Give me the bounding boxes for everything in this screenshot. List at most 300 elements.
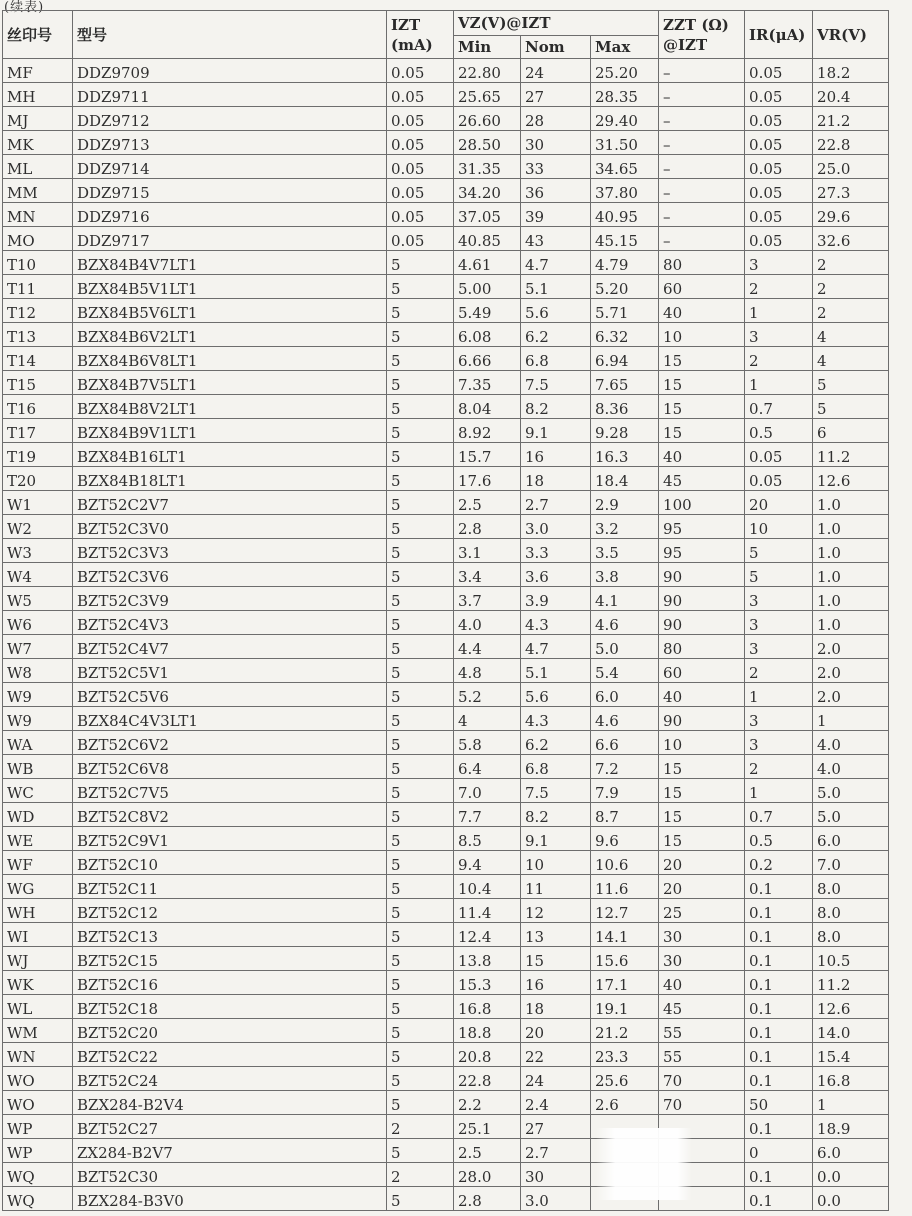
cell-vz-nom: 18 <box>521 995 591 1019</box>
cell-vz-max: 9.6 <box>591 827 659 851</box>
cell-model: BZT52C24 <box>73 1067 387 1091</box>
cell-ir: 0.05 <box>745 203 813 227</box>
cell-vz-max: 25.20 <box>591 59 659 83</box>
cell-zzt: 30 <box>659 947 745 971</box>
cell-vz-min: 5.49 <box>454 299 521 323</box>
cell-vz-max: 34.65 <box>591 155 659 179</box>
cell-izt: 5 <box>387 275 454 299</box>
cell-vr: 16.8 <box>813 1067 889 1091</box>
cell-model: BZT52C22 <box>73 1043 387 1067</box>
cell-vz-max: 6.32 <box>591 323 659 347</box>
cell-vz-nom: 6.8 <box>521 755 591 779</box>
cell-vr: 2 <box>813 251 889 275</box>
cell-zzt <box>659 1187 745 1211</box>
cell-izt: 5 <box>387 635 454 659</box>
cell-ir: 50 <box>745 1091 813 1115</box>
table-row <box>3 131 889 155</box>
cell-izt: 5 <box>387 251 454 275</box>
table-row <box>3 1139 889 1163</box>
cell-silk-code: MH <box>3 83 73 107</box>
cell-vr: 1.0 <box>813 515 889 539</box>
cell-vz-nom: 3.6 <box>521 563 591 587</box>
cell-vz-min: 2.8 <box>454 515 521 539</box>
cell-vz-nom: 8.2 <box>521 395 591 419</box>
cell-vz-nom: 36 <box>521 179 591 203</box>
cell-silk-code: WA <box>3 731 73 755</box>
cell-vz-max: 3.8 <box>591 563 659 587</box>
cell-silk-code: MM <box>3 179 73 203</box>
cell-zzt: 20 <box>659 875 745 899</box>
cell-model: BZT52C11 <box>73 875 387 899</box>
cell-vz-min: 12.4 <box>454 923 521 947</box>
cell-vz-min: 3.7 <box>454 587 521 611</box>
cell-zzt: 70 <box>659 1067 745 1091</box>
cell-model: DDZ9717 <box>73 227 387 251</box>
cell-model: BZT52C13 <box>73 923 387 947</box>
cell-vz-min: 5.2 <box>454 683 521 707</box>
cell-vr: 4.0 <box>813 731 889 755</box>
cell-vz-max: 16.3 <box>591 443 659 467</box>
cell-ir: 0.1 <box>745 995 813 1019</box>
cell-vz-min: 9.4 <box>454 851 521 875</box>
cell-silk-code: WH <box>3 899 73 923</box>
cell-ir: 1 <box>745 371 813 395</box>
table-row <box>3 827 889 851</box>
cell-ir: 0.05 <box>745 179 813 203</box>
cell-vz-min: 34.20 <box>454 179 521 203</box>
cell-silk-code: W4 <box>3 563 73 587</box>
cell-izt: 5 <box>387 851 454 875</box>
cell-model: BZX84B8V2LT1 <box>73 395 387 419</box>
table-row <box>3 1043 889 1067</box>
cell-izt: 5 <box>387 491 454 515</box>
cell-vz-min: 4.61 <box>454 251 521 275</box>
cell-vz-max: 23.3 <box>591 1043 659 1067</box>
cell-ir: 2 <box>745 275 813 299</box>
cell-vz-max: 4.6 <box>591 611 659 635</box>
cell-vr: 12.6 <box>813 995 889 1019</box>
table-row <box>3 467 889 491</box>
cell-ir: 3 <box>745 707 813 731</box>
header-vz-nom: Nom <box>521 36 591 59</box>
cell-vz-min: 15.7 <box>454 443 521 467</box>
cell-ir: 0.1 <box>745 947 813 971</box>
cell-silk-code: WO <box>3 1091 73 1115</box>
cell-vz-max: 8.36 <box>591 395 659 419</box>
cell-silk-code: T14 <box>3 347 73 371</box>
table-row <box>3 803 889 827</box>
cell-vz-nom: 3.0 <box>521 515 591 539</box>
header-vr: VR(V) <box>813 11 889 59</box>
cell-ir: 10 <box>745 515 813 539</box>
header-vz-max: Max <box>591 36 659 59</box>
cell-vz-max <box>591 1139 659 1163</box>
cell-model: BZT52C3V6 <box>73 563 387 587</box>
cell-zzt: 15 <box>659 755 745 779</box>
cell-vz-max: 6.0 <box>591 683 659 707</box>
cell-ir: 0.1 <box>745 1019 813 1043</box>
cell-vr: 7.0 <box>813 851 889 875</box>
cell-vz-min: 4.4 <box>454 635 521 659</box>
cell-model: BZX84B4V7LT1 <box>73 251 387 275</box>
cell-vr: 6.0 <box>813 1139 889 1163</box>
cell-zzt: 90 <box>659 611 745 635</box>
cell-zzt: 60 <box>659 659 745 683</box>
cell-model: BZX84B7V5LT1 <box>73 371 387 395</box>
cell-ir: 0.1 <box>745 875 813 899</box>
cell-vz-nom: 39 <box>521 203 591 227</box>
continued-label: (续表) <box>4 0 45 15</box>
table-row <box>3 83 889 107</box>
cell-vr: 1.0 <box>813 563 889 587</box>
table-row <box>3 275 889 299</box>
cell-vz-min: 4 <box>454 707 521 731</box>
cell-vr: 5 <box>813 395 889 419</box>
cell-model: BZX84B6V8LT1 <box>73 347 387 371</box>
cell-izt: 5 <box>387 1139 454 1163</box>
cell-ir: 0.05 <box>745 83 813 107</box>
cell-vz-min: 7.0 <box>454 779 521 803</box>
cell-zzt: 25 <box>659 899 745 923</box>
cell-izt: 5 <box>387 1187 454 1211</box>
cell-vz-max: 25.6 <box>591 1067 659 1091</box>
cell-vz-nom: 33 <box>521 155 591 179</box>
cell-vz-min: 26.60 <box>454 107 521 131</box>
cell-izt: 0.05 <box>387 131 454 155</box>
table-row <box>3 1163 889 1187</box>
cell-vz-min: 28.50 <box>454 131 521 155</box>
cell-model: DDZ9711 <box>73 83 387 107</box>
cell-ir: 5 <box>745 539 813 563</box>
cell-vr: 1.0 <box>813 539 889 563</box>
table-row <box>3 1091 889 1115</box>
cell-zzt: – <box>659 131 745 155</box>
cell-zzt: 80 <box>659 635 745 659</box>
zener-spec-table <box>2 10 889 1211</box>
cell-vr: 4.0 <box>813 755 889 779</box>
cell-vz-nom: 16 <box>521 443 591 467</box>
cell-silk-code: T10 <box>3 251 73 275</box>
table-row <box>3 1019 889 1043</box>
cell-model: BZX84B9V1LT1 <box>73 419 387 443</box>
cell-model: BZT52C27 <box>73 1115 387 1139</box>
cell-silk-code: WF <box>3 851 73 875</box>
table-row <box>3 491 889 515</box>
cell-vr: 2 <box>813 299 889 323</box>
cell-vr: 21.2 <box>813 107 889 131</box>
table-row <box>3 395 889 419</box>
cell-vz-nom: 18 <box>521 467 591 491</box>
cell-ir: 2 <box>745 755 813 779</box>
cell-zzt: – <box>659 59 745 83</box>
cell-izt: 5 <box>387 323 454 347</box>
cell-model: BZT52C8V2 <box>73 803 387 827</box>
cell-zzt <box>659 1163 745 1187</box>
cell-vz-nom: 24 <box>521 1067 591 1091</box>
cell-izt: 0.05 <box>387 227 454 251</box>
cell-vr: 25.0 <box>813 155 889 179</box>
cell-vz-max: 8.7 <box>591 803 659 827</box>
cell-zzt: 30 <box>659 923 745 947</box>
table-row <box>3 995 889 1019</box>
table-row <box>3 1067 889 1091</box>
cell-zzt: – <box>659 83 745 107</box>
header-izt-label: IZT <box>391 15 421 34</box>
cell-ir: 5 <box>745 563 813 587</box>
cell-vz-max: 29.40 <box>591 107 659 131</box>
cell-model: BZT52C3V0 <box>73 515 387 539</box>
cell-vz-min: 6.66 <box>454 347 521 371</box>
cell-model: BZT52C7V5 <box>73 779 387 803</box>
cell-izt: 2 <box>387 1163 454 1187</box>
cell-silk-code: W5 <box>3 587 73 611</box>
cell-vz-nom: 5.6 <box>521 683 591 707</box>
table-row <box>3 779 889 803</box>
table-row <box>3 659 889 683</box>
cell-izt: 5 <box>387 539 454 563</box>
cell-vz-max: 9.28 <box>591 419 659 443</box>
cell-silk-code: WL <box>3 995 73 1019</box>
cell-vz-min: 4.8 <box>454 659 521 683</box>
cell-model: BZT52C16 <box>73 971 387 995</box>
cell-vr: 5 <box>813 371 889 395</box>
cell-model: BZT52C10 <box>73 851 387 875</box>
cell-ir: 0.05 <box>745 131 813 155</box>
cell-vz-max: 19.1 <box>591 995 659 1019</box>
cell-vz-nom: 11 <box>521 875 591 899</box>
cell-silk-code: W6 <box>3 611 73 635</box>
cell-vz-max: 5.20 <box>591 275 659 299</box>
cell-silk-code: WK <box>3 971 73 995</box>
cell-vz-min: 22.80 <box>454 59 521 83</box>
cell-vr: 1.0 <box>813 611 889 635</box>
cell-ir: 1 <box>745 299 813 323</box>
cell-vz-min: 5.00 <box>454 275 521 299</box>
cell-vz-nom: 3.9 <box>521 587 591 611</box>
cell-vz-min: 7.7 <box>454 803 521 827</box>
cell-vz-min: 31.35 <box>454 155 521 179</box>
cell-zzt: 90 <box>659 707 745 731</box>
cell-zzt: 45 <box>659 467 745 491</box>
cell-silk-code: W9 <box>3 683 73 707</box>
cell-zzt: – <box>659 179 745 203</box>
cell-vz-min: 2.5 <box>454 1139 521 1163</box>
cell-vz-nom: 43 <box>521 227 591 251</box>
cell-vr: 0.0 <box>813 1187 889 1211</box>
table-row <box>3 731 889 755</box>
cell-vz-nom: 8.2 <box>521 803 591 827</box>
cell-ir: 0.1 <box>745 1163 813 1187</box>
cell-vz-min: 25.1 <box>454 1115 521 1139</box>
cell-vz-max <box>591 1163 659 1187</box>
cell-model: BZT52C12 <box>73 899 387 923</box>
cell-izt: 5 <box>387 875 454 899</box>
cell-ir: 0.7 <box>745 395 813 419</box>
cell-vr: 18.9 <box>813 1115 889 1139</box>
cell-zzt <box>659 1139 745 1163</box>
cell-vz-min: 2.2 <box>454 1091 521 1115</box>
cell-vr: 2.0 <box>813 683 889 707</box>
cell-izt: 5 <box>387 563 454 587</box>
cell-izt: 5 <box>387 923 454 947</box>
table-row <box>3 443 889 467</box>
cell-vr: 2 <box>813 275 889 299</box>
table-row <box>3 251 889 275</box>
table-row <box>3 59 889 83</box>
header-zzt-cond: @IZT <box>663 35 708 54</box>
cell-ir: 3 <box>745 731 813 755</box>
header-zzt-label: ZZT (Ω) <box>663 15 729 34</box>
cell-izt: 5 <box>387 659 454 683</box>
cell-izt: 0.05 <box>387 59 454 83</box>
cell-model: DDZ9716 <box>73 203 387 227</box>
cell-zzt: – <box>659 203 745 227</box>
cell-zzt: 95 <box>659 515 745 539</box>
cell-zzt: 40 <box>659 683 745 707</box>
cell-zzt: 90 <box>659 563 745 587</box>
cell-vz-min: 22.8 <box>454 1067 521 1091</box>
cell-vz-nom: 10 <box>521 851 591 875</box>
cell-vr: 15.4 <box>813 1043 889 1067</box>
cell-vz-nom: 5.6 <box>521 299 591 323</box>
cell-silk-code: WE <box>3 827 73 851</box>
cell-model: BZT52C20 <box>73 1019 387 1043</box>
cell-ir: 0.05 <box>745 467 813 491</box>
table-row <box>3 539 889 563</box>
cell-silk-code: MK <box>3 131 73 155</box>
cell-vz-nom: 30 <box>521 131 591 155</box>
cell-vz-min: 37.05 <box>454 203 521 227</box>
cell-silk-code: W2 <box>3 515 73 539</box>
table-row <box>3 755 889 779</box>
cell-zzt: 40 <box>659 443 745 467</box>
cell-vz-nom: 28 <box>521 107 591 131</box>
table-row <box>3 899 889 923</box>
cell-izt: 5 <box>387 995 454 1019</box>
cell-vz-min: 2.5 <box>454 491 521 515</box>
cell-vz-nom: 24 <box>521 59 591 83</box>
cell-ir: 0.1 <box>745 1187 813 1211</box>
cell-silk-code: MF <box>3 59 73 83</box>
cell-silk-code: WI <box>3 923 73 947</box>
cell-izt: 5 <box>387 587 454 611</box>
cell-silk-code: WQ <box>3 1187 73 1211</box>
cell-model: BZT52C18 <box>73 995 387 1019</box>
cell-vr: 4 <box>813 347 889 371</box>
cell-vz-max: 31.50 <box>591 131 659 155</box>
cell-model: BZX84B5V6LT1 <box>73 299 387 323</box>
cell-model: BZT52C3V9 <box>73 587 387 611</box>
cell-zzt: 15 <box>659 395 745 419</box>
cell-vz-nom: 9.1 <box>521 419 591 443</box>
cell-vz-max: 3.5 <box>591 539 659 563</box>
cell-ir: 0.05 <box>745 59 813 83</box>
cell-model: BZT52C6V8 <box>73 755 387 779</box>
cell-model: BZX84B16LT1 <box>73 443 387 467</box>
cell-vz-max: 3.2 <box>591 515 659 539</box>
cell-model: BZT52C9V1 <box>73 827 387 851</box>
cell-vz-max: 7.9 <box>591 779 659 803</box>
cell-ir: 3 <box>745 323 813 347</box>
cell-ir: 0.05 <box>745 443 813 467</box>
cell-ir: 3 <box>745 251 813 275</box>
cell-silk-code: WG <box>3 875 73 899</box>
cell-vz-max: 21.2 <box>591 1019 659 1043</box>
cell-vz-nom: 13 <box>521 923 591 947</box>
cell-vz-max: 5.71 <box>591 299 659 323</box>
cell-vr: 5.0 <box>813 779 889 803</box>
cell-zzt: 20 <box>659 851 745 875</box>
table-row <box>3 947 889 971</box>
header-zzt <box>659 11 745 59</box>
cell-model: BZX284-B3V0 <box>73 1187 387 1211</box>
cell-vz-min: 2.8 <box>454 1187 521 1211</box>
cell-vr: 11.2 <box>813 443 889 467</box>
cell-vz-nom: 30 <box>521 1163 591 1187</box>
cell-model: BZT52C30 <box>73 1163 387 1187</box>
cell-vr: 2.0 <box>813 659 889 683</box>
cell-vz-max: 45.15 <box>591 227 659 251</box>
cell-vz-max <box>591 1187 659 1211</box>
table-header <box>3 11 889 59</box>
cell-vr: 32.6 <box>813 227 889 251</box>
cell-ir: 2 <box>745 659 813 683</box>
cell-izt: 0.05 <box>387 203 454 227</box>
cell-silk-code: WP <box>3 1115 73 1139</box>
header-izt <box>387 11 454 59</box>
cell-vz-min: 25.65 <box>454 83 521 107</box>
header-vz-min: Min <box>454 36 521 59</box>
cell-vr: 0.0 <box>813 1163 889 1187</box>
cell-izt: 5 <box>387 419 454 443</box>
cell-vr: 8.0 <box>813 923 889 947</box>
cell-vz-min: 40.85 <box>454 227 521 251</box>
cell-vr: 20.4 <box>813 83 889 107</box>
cell-ir: 0.1 <box>745 1067 813 1091</box>
cell-silk-code: T17 <box>3 419 73 443</box>
cell-vz-min: 4.0 <box>454 611 521 635</box>
cell-vz-nom: 3.0 <box>521 1187 591 1211</box>
cell-vr: 27.3 <box>813 179 889 203</box>
cell-model: DDZ9709 <box>73 59 387 83</box>
cell-zzt: – <box>659 107 745 131</box>
cell-vz-min: 8.5 <box>454 827 521 851</box>
cell-zzt: 80 <box>659 251 745 275</box>
table-row <box>3 227 889 251</box>
header-vz: VZ(V)@IZT <box>454 11 659 36</box>
cell-vz-min: 8.04 <box>454 395 521 419</box>
cell-vz-nom: 3.3 <box>521 539 591 563</box>
cell-silk-code: WP <box>3 1139 73 1163</box>
cell-vz-max: 4.79 <box>591 251 659 275</box>
cell-silk-code: W7 <box>3 635 73 659</box>
cell-ir: 0.1 <box>745 1115 813 1139</box>
cell-vz-max: 40.95 <box>591 203 659 227</box>
cell-zzt: 40 <box>659 299 745 323</box>
cell-vz-nom: 5.1 <box>521 659 591 683</box>
cell-ir: 1 <box>745 683 813 707</box>
cell-model: BZT52C2V7 <box>73 491 387 515</box>
cell-vz-min: 20.8 <box>454 1043 521 1067</box>
cell-model: BZT52C5V1 <box>73 659 387 683</box>
cell-vz-nom: 15 <box>521 947 591 971</box>
cell-vz-nom: 7.5 <box>521 371 591 395</box>
cell-vz-min: 7.35 <box>454 371 521 395</box>
cell-zzt: – <box>659 227 745 251</box>
cell-vz-max: 7.65 <box>591 371 659 395</box>
cell-izt: 5 <box>387 1019 454 1043</box>
cell-vz-min: 5.8 <box>454 731 521 755</box>
